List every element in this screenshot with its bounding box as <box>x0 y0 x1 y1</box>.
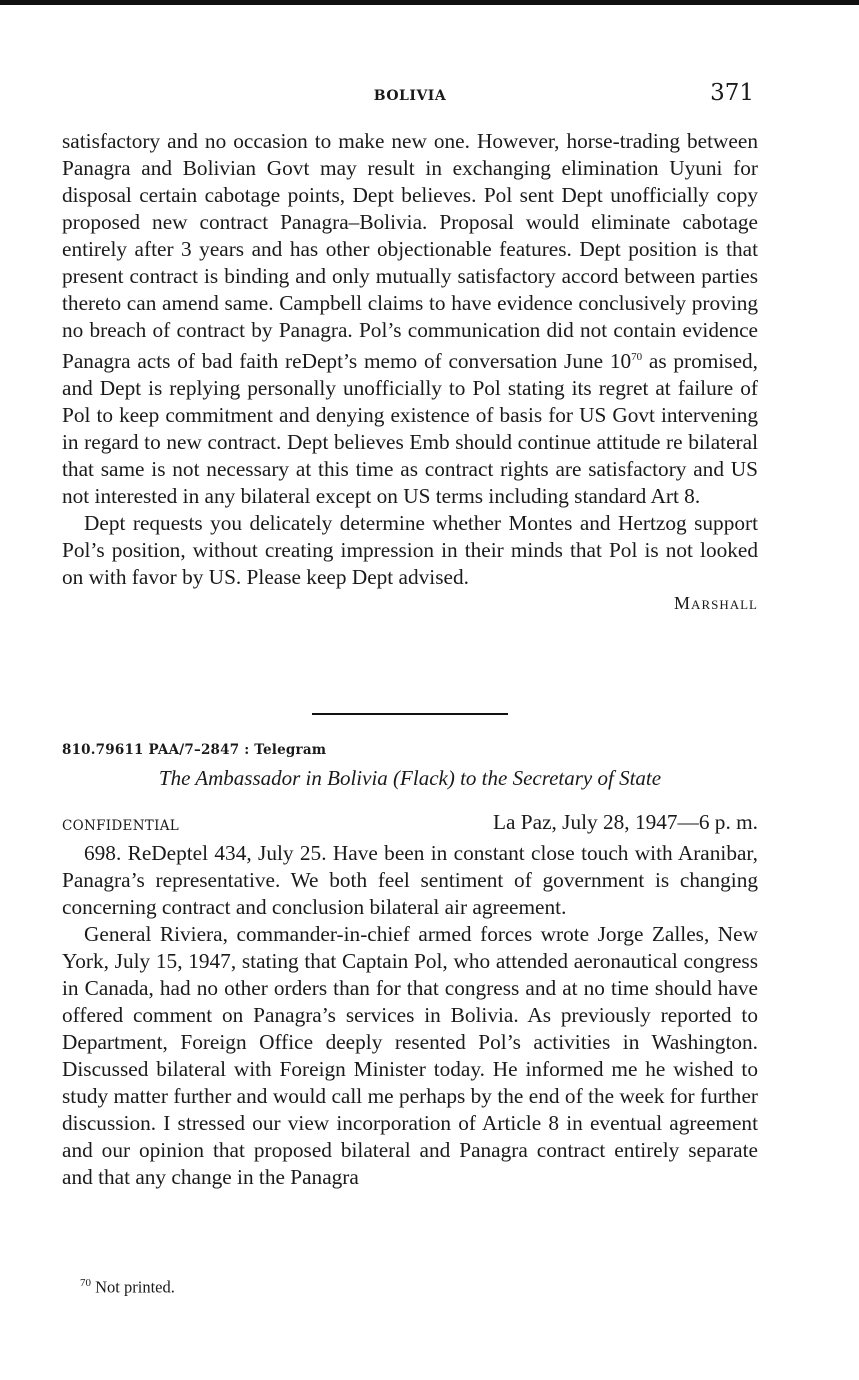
running-title: BOLIVIA <box>373 88 447 104</box>
section-1-body <box>62 128 758 615</box>
footnote-70 <box>80 1277 175 1298</box>
section-1-paragraph-1-text: satisfactory and no occasion to make new one. However, horse-trading between Panagra and Bolivian Govt may result in exchanging elimination Uyuni for disposal certain cabotage points, Dept believes. Pol sent Dept unofficially copy proposed new contract Panagra–Bolivia. Proposal would eliminate cabotage entirely after 3 years and has other objectionable features. Dept position is that present contract is binding and only mutually satisfactory accord between parties thereto can amend same. Campbell claims to have evidence conclusively proving no breach of contract by Panagra. Pol’s communication did not contain evidence Panagra acts of bad faith reDept’s memo of conversation June 10 <box>62 129 758 374</box>
section-2-body <box>62 840 758 1191</box>
footnote-ref-70: 70 <box>631 351 643 363</box>
section-1-paragraph-1-end: as promised, and Dept is replying personally unofficially to Pol stating its regret at failure of Pol to keep commitment and denying existence of basis for US Govt intervening in regard to new contract. Dept believes Emb should continue attitude re bilateral that same is not necessary at this time as contract rights are satisfactory and US not interested in any bilateral except on US terms including standard Art 8. <box>62 349 758 509</box>
section-1-paragraph-2: Dept requests you delicately determine whether Montes and Hertzog support Pol’s position, without creating impression in their minds that Pol is not looked on with favor by US. Please keep Dept advised. <box>62 511 758 590</box>
section-1-paragraph-1 <box>62 128 758 510</box>
section-separator-rule <box>312 713 508 715</box>
signature: Marshall <box>674 593 758 614</box>
dateline: La Paz, July 28, 1947—6 p. m. <box>492 810 758 834</box>
page-number: 371 <box>710 80 754 106</box>
running-head <box>62 80 758 114</box>
document-id: 810.79611 PAA/7–2847 : Telegram <box>62 742 327 758</box>
classification-label: CONFIDENTIAL <box>62 818 180 834</box>
section-2-paragraph-1: 698. ReDeptel 434, July 25. Have been in constant close touch with Aranibar, Panagra’s representative. We both feel sentiment of government is changing concerning contract and conclusion bilateral air agreement. <box>62 841 758 919</box>
footnote-text: Not printed. <box>95 1277 175 1297</box>
section-2-paragraph-2: General Riviera, commander-in-chief armed forces wrote Jorge Zalles, New York, July 15, 1947, stating that Captain Pol, who attended aeronautical congress in Canada, had no other orders than for that congress and at no time should have offered comment on Panagra’s services in Bolivia. As previously reported to Department, Foreign Office deeply resented Pol’s activities in Washington. Discussed bilateral with Foreign Minister today. He informed me he wished to study matter further and would call me perhaps by the end of the week for further discussion. I stressed our view incorporation of Article 8 in eventual agreement and our opinion that proposed bilateral and Panagra contract entirely separate and that any change in the Panagra <box>62 922 758 1189</box>
document-heading: The Ambassador in Bolivia (Flack) to the Secretary of State <box>158 766 662 790</box>
dateline-row <box>62 810 758 838</box>
top-border-rule <box>0 0 859 5</box>
footnote-marker: 70 <box>80 1277 91 1289</box>
